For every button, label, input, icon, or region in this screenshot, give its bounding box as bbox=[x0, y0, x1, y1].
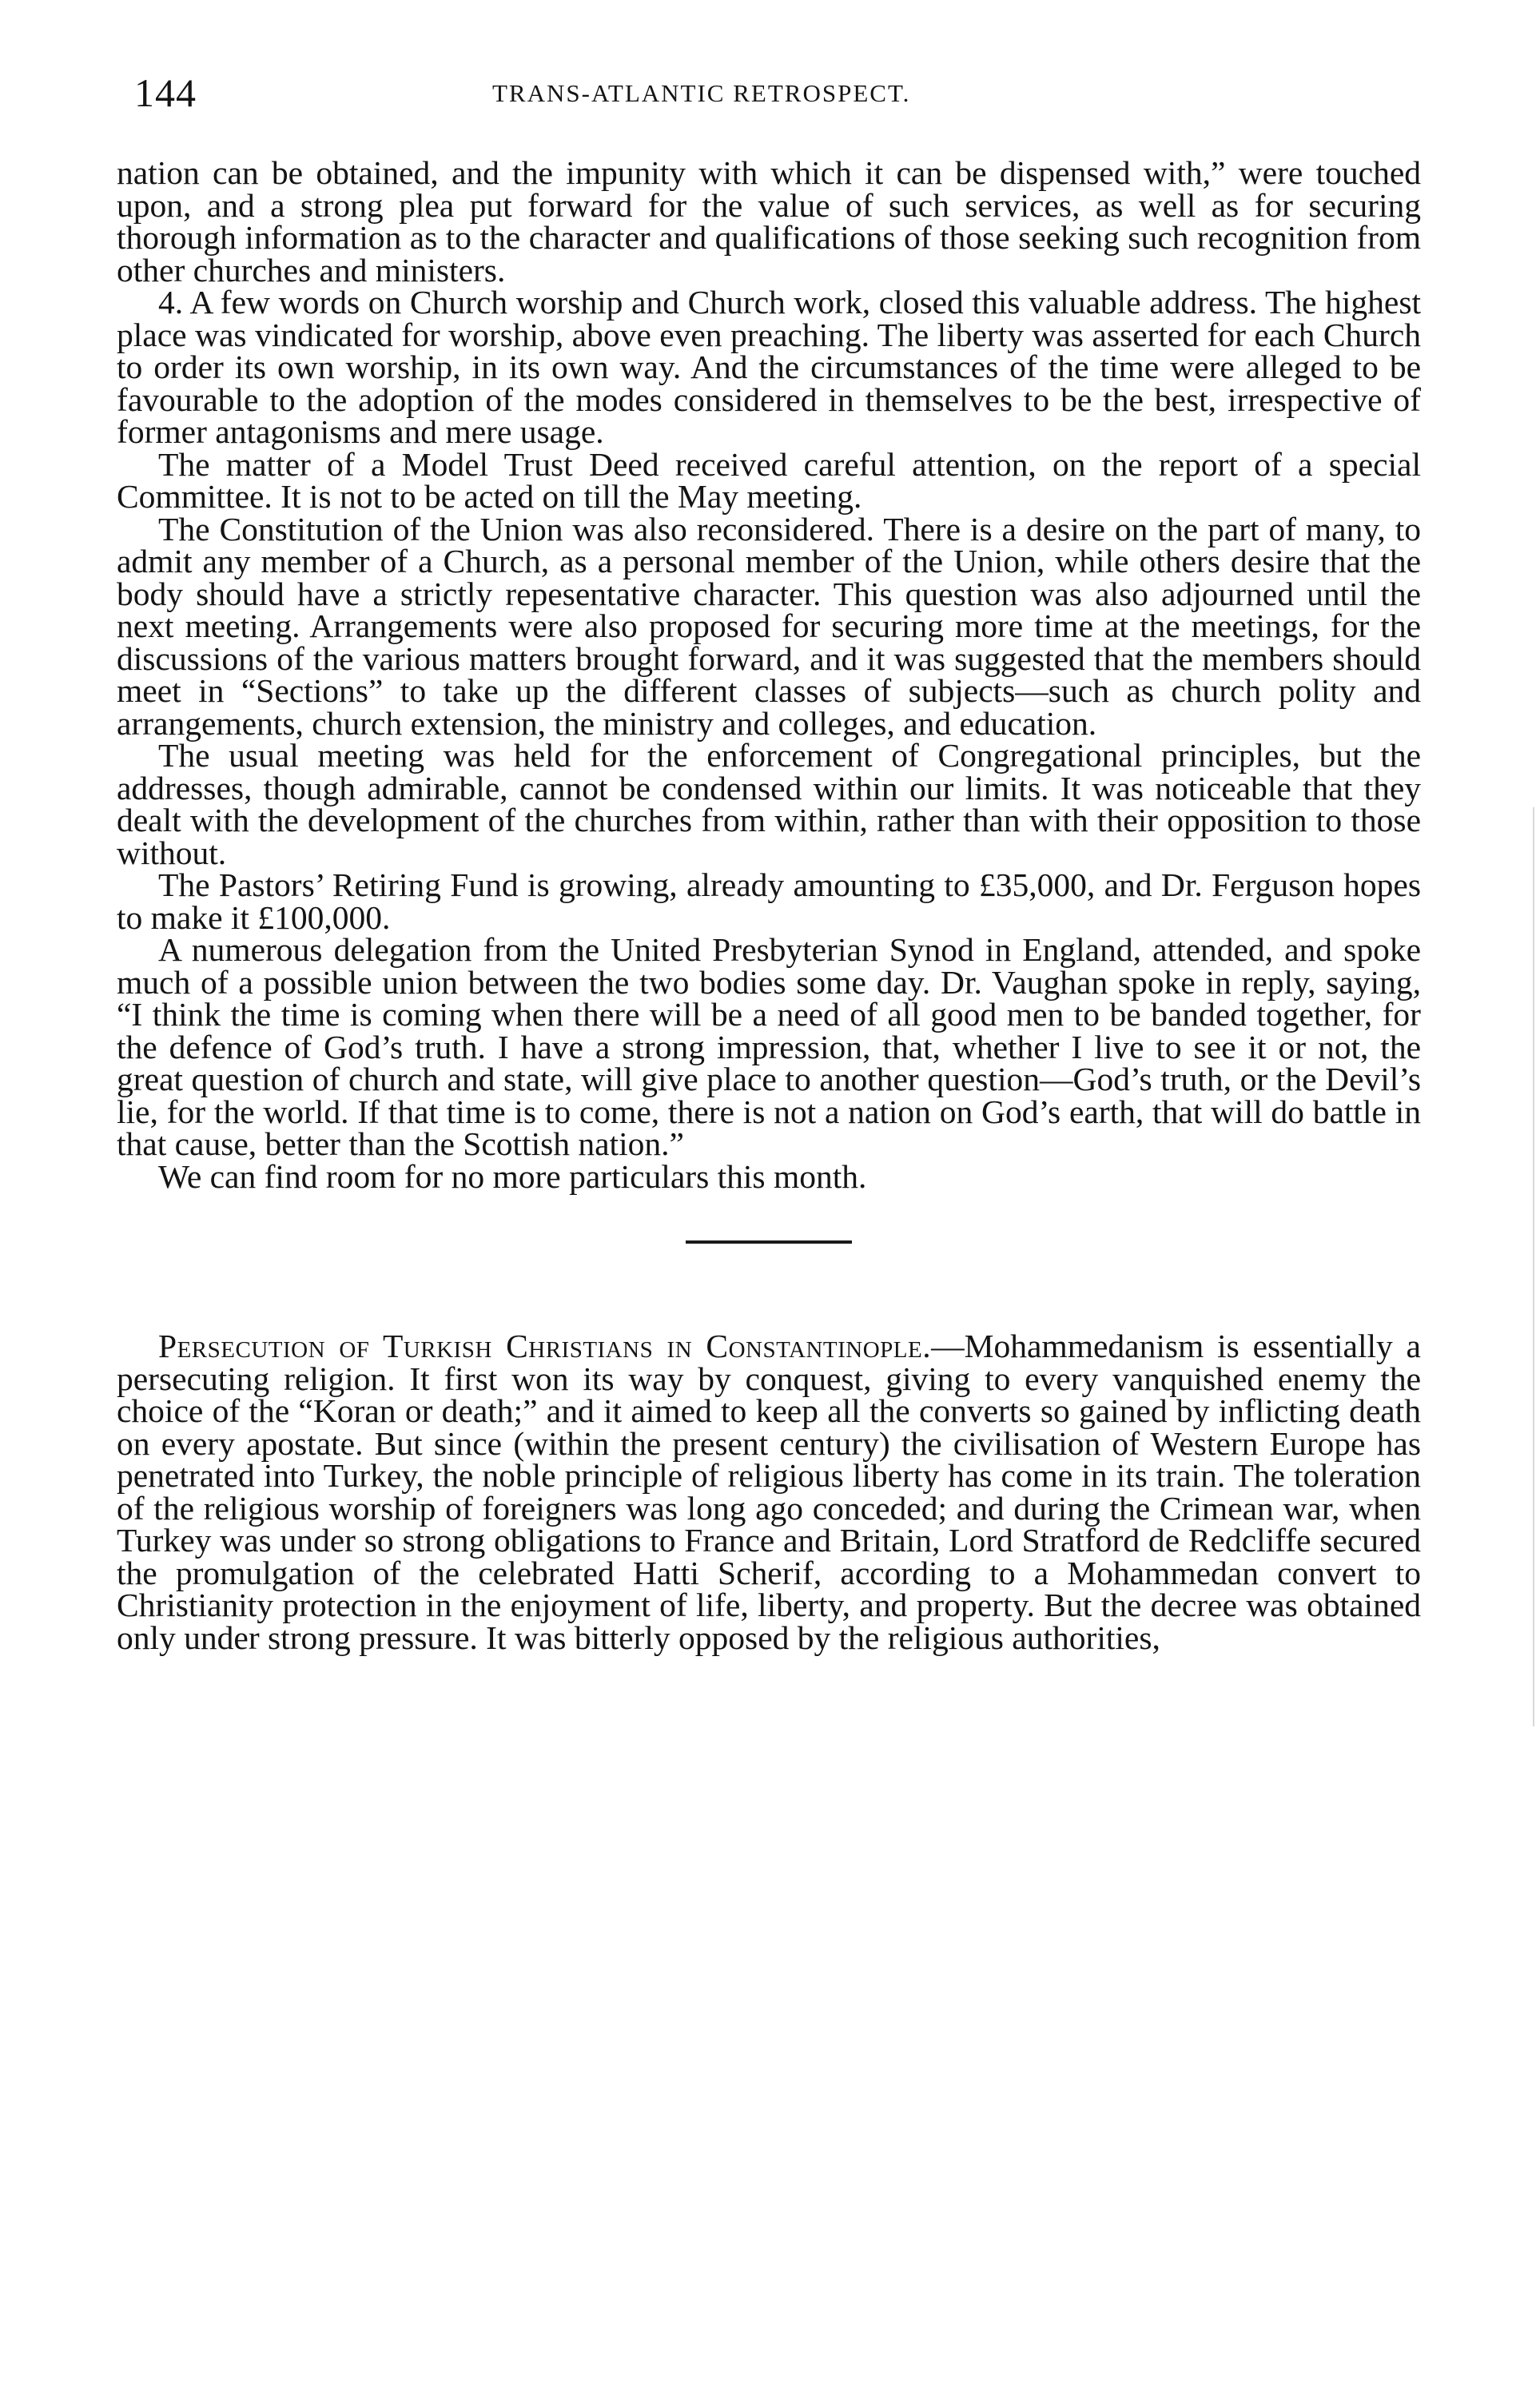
paragraph-usual-meeting: The usual meeting was held for the enforcement of Congregational principles, but the addresses, though admirable, cannot be condensed within our limits. It was noticeable that they dealt with the development of the churches from within, rather than with their opposition to those without. bbox=[117, 737, 1421, 871]
paragraph-continuation: nation can be obtained, and the impunity with which it can be dispensed with,” were touched upon, and a strong plea put forward for the value of such services, as well as for securing thorough information as to the character and qualifications of those seeking such recognition from other churches and ministers. bbox=[117, 154, 1421, 289]
section-divider bbox=[686, 1240, 852, 1244]
running-header bbox=[134, 69, 1413, 125]
body-text bbox=[117, 154, 1421, 1656]
article-persecution bbox=[117, 1330, 1421, 1654]
paragraph-retiring-fund: The Pastors’ Retiring Fund is growing, already amounting to £35,000, and Dr. Ferguson hopes to make it £100,000. bbox=[117, 866, 1421, 936]
paragraph-church-worship: 4. A few words on Church worship and Church work, closed this valuable address. The highest place was vindicated for worship, above even preaching. The liberty was asserted for each Church to order its own worship, in its own way. And the circumstances of the time were alleged to be favourable to the adoption of the modes considered in themselves to be the best, irrespective of former antagonisms and mere usage. bbox=[117, 284, 1421, 450]
running-title: TRANS-ATLANTIC RETROSPECT. bbox=[492, 79, 911, 107]
article-body: —Mohammedanism is essentially a persecuting religion. It first won its way by conquest, giving to every vanquished enemy the choice of the “Koran or death;” and it aimed to keep all the converts so gained by inflicting death on every apostate. But since (within the present century) the civilisation of Western Europe has penetrated into Turkey, the noble principle of religious liberty has come in its train. The toleration of the religious worship of foreigners was long ago conceded; and during the Crimean war, when Turkey was under so strong obligations to France and Britain, Lord Stratford de Redcliffe secured the promulgation of the celebrated Hatti Scherif, according to a Mohammedan convert to Christianity protection in the enjoyment of life, liberty, and property. But the decree was obtained only under strong pressure. It was bitterly opposed by the religious authorities, bbox=[117, 1328, 1421, 1656]
paragraph-closing: We can find room for no more particulars this month. bbox=[158, 1157, 867, 1195]
paragraph-model-trust-deed: The matter of a Model Trust Deed received careful attention, on the report of a special Committee. It is not to be acted on till the May meeting. bbox=[117, 445, 1421, 515]
article-lead-in: Persecution of Turkish Christians in Constantinople. bbox=[158, 1328, 932, 1364]
paragraph-constitution: The Constitution of the Union was also reconsidered. There is a desire on the part of many, to admit any member of a Church, as a personal member of the Union, while others desire that the body should have a strictly repesentative character. This question was also adjourned until the next meeting. Arrangements were also proposed for securing more time at the meetings, for the discussions of the various matters brought forward, and it was suggested that the members should meet in “Sections” to take up the different classes of subjects—such as church polity and arrangements, church extension, the ministry and colleges, and education. bbox=[117, 510, 1421, 742]
page-number: 144 bbox=[134, 70, 197, 115]
scan-edge-mark bbox=[1533, 807, 1534, 1726]
paragraph-delegation: A numerous delegation from the United Presbyterian Synod in England, attended, and spoke much of a possible union between the two bodies some day. Dr. Vaughan spoke in reply, saying, “I think the time is coming when there will be a need of all good men to be banded together, for the defence of God’s truth. I have a strong impression, that, whether I live to see it or not, the great question of church and state, will give place to another question—God’s truth, or the Devil’s lie, for the world. If that time is to come, there is not a nation on God’s earth, that will do battle in that cause, better than the Scottish nation.” bbox=[117, 931, 1421, 1162]
